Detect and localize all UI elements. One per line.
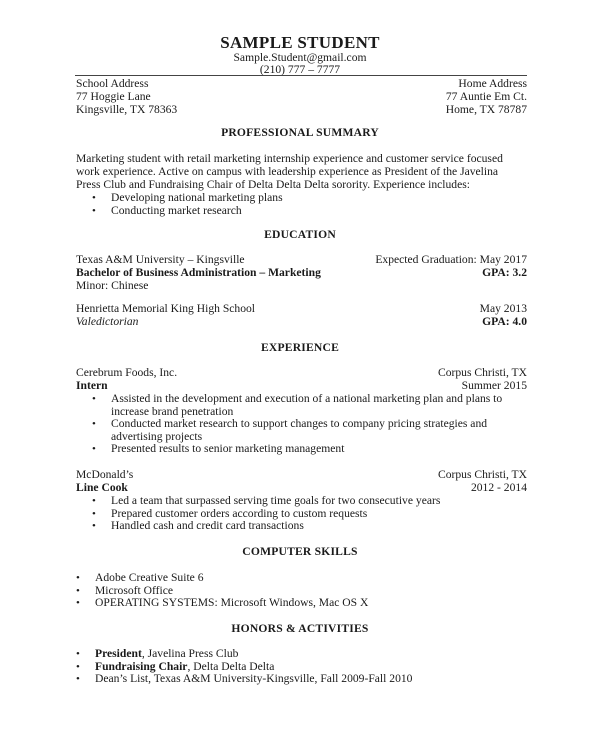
honors-heading: HONORS & ACTIVITIES: [231, 622, 369, 635]
minor: Minor: Chinese: [76, 279, 149, 292]
honor-role: Fundraising Chair: [95, 659, 188, 673]
job-1-dates: Summer 2015: [461, 379, 527, 392]
job-1-title: Intern: [76, 379, 108, 392]
list-item: [92, 418, 532, 443]
list-item: • Adobe Creative Suite 6: [76, 572, 368, 585]
graduation-date: Expected Graduation: May 2017: [375, 253, 527, 266]
skills-list: [76, 572, 368, 610]
job-2-bullets: [92, 495, 440, 533]
job-1-company: Cerebrum Foods, Inc.: [76, 366, 178, 379]
school-address-street: 77 Hoggie Lane: [76, 90, 151, 103]
degree: Bachelor of Business Administration – Marketing: [76, 266, 321, 279]
list-item-line: increase brand penetration: [111, 404, 234, 418]
list-item: • OPERATING SYSTEMS: Microsoft Windows, Mac OS X: [76, 597, 368, 610]
high-school-date: May 2013: [479, 302, 527, 315]
honor-role: President: [95, 647, 142, 660]
list-item-line: Conducted market research to support changes to company pricing strategies and: [111, 417, 488, 431]
list-item: • Microsoft Office: [76, 585, 368, 598]
list-item: [92, 393, 532, 418]
school-address-label: School Address: [76, 77, 149, 90]
job-1-bullets: [92, 393, 532, 456]
candidate-name: SAMPLE STUDENT: [220, 33, 380, 52]
honor-organization: , Javelina Press Club: [141, 647, 239, 660]
high-school-honor: Valedictorian: [76, 315, 139, 328]
job-2-location: Corpus Christi, TX: [437, 468, 527, 481]
summary-line-3: Press Club and Fundraising Chair of Delta Delta Delta sorority. Experience includes:: [76, 178, 470, 191]
skills-heading: COMPUTER SKILLS: [242, 545, 358, 558]
job-1-location: Corpus Christi, TX: [437, 366, 527, 379]
list-item: • Handled cash and credit card transactions: [92, 520, 440, 533]
summary-line-1: Marketing student with retail marketing internship experience and customer service focused: [76, 152, 503, 165]
contact-email: Sample.Student@gmail.com: [233, 51, 367, 64]
header-divider: [75, 75, 527, 76]
list-item: • Conducting market research: [92, 205, 283, 218]
home-address-city: Home, TX 78787: [445, 103, 527, 116]
university-gpa: GPA: 3.2: [482, 266, 527, 279]
honor-organization: Dean’s List, Texas A&M University-Kingsville, Fall 2009-Fall 2010: [95, 672, 413, 686]
summary-heading: PROFESSIONAL SUMMARY: [221, 126, 379, 139]
list-item: [76, 673, 412, 686]
high-school-name: Henrietta Memorial King High School: [76, 302, 256, 315]
high-school-gpa: GPA: 4.0: [482, 315, 527, 328]
list-item-line: Assisted in the development and execution of a national marketing plan and plans to: [111, 392, 503, 405]
home-address-label: Home Address: [458, 77, 527, 90]
list-item: [92, 443, 532, 456]
list-item: • Developing national marketing plans: [92, 192, 283, 205]
school-address-city: Kingsville, TX 78363: [76, 103, 178, 116]
list-item-line: Presented results to senior marketing management: [111, 442, 345, 456]
list-item-line: advertising projects: [111, 429, 203, 443]
home-address-street: 77 Auntie Em Ct.: [445, 90, 527, 103]
list-item: • Led a team that surpassed serving time goals for two consecutive years: [92, 495, 440, 508]
honors-list: [76, 648, 412, 686]
list-item: • Prepared customer orders according to custom requests: [92, 508, 440, 521]
contact-phone: (210) 777 – 7777: [259, 63, 341, 76]
summary-line-2: work experience. Active on campus with leadership experience as President of the Javelina: [76, 165, 499, 178]
honor-organization: , Delta Delta Delta: [187, 659, 275, 673]
job-2-dates: 2012 - 2014: [470, 481, 527, 494]
experience-heading: EXPERIENCE: [260, 341, 340, 354]
job-2-company: McDonald’s: [76, 468, 134, 481]
university-name: Texas A&M University – Kingsville: [76, 253, 245, 266]
education-heading: EDUCATION: [264, 228, 336, 241]
job-2-title: Line Cook: [76, 481, 128, 494]
summary-bullets: [92, 192, 283, 217]
